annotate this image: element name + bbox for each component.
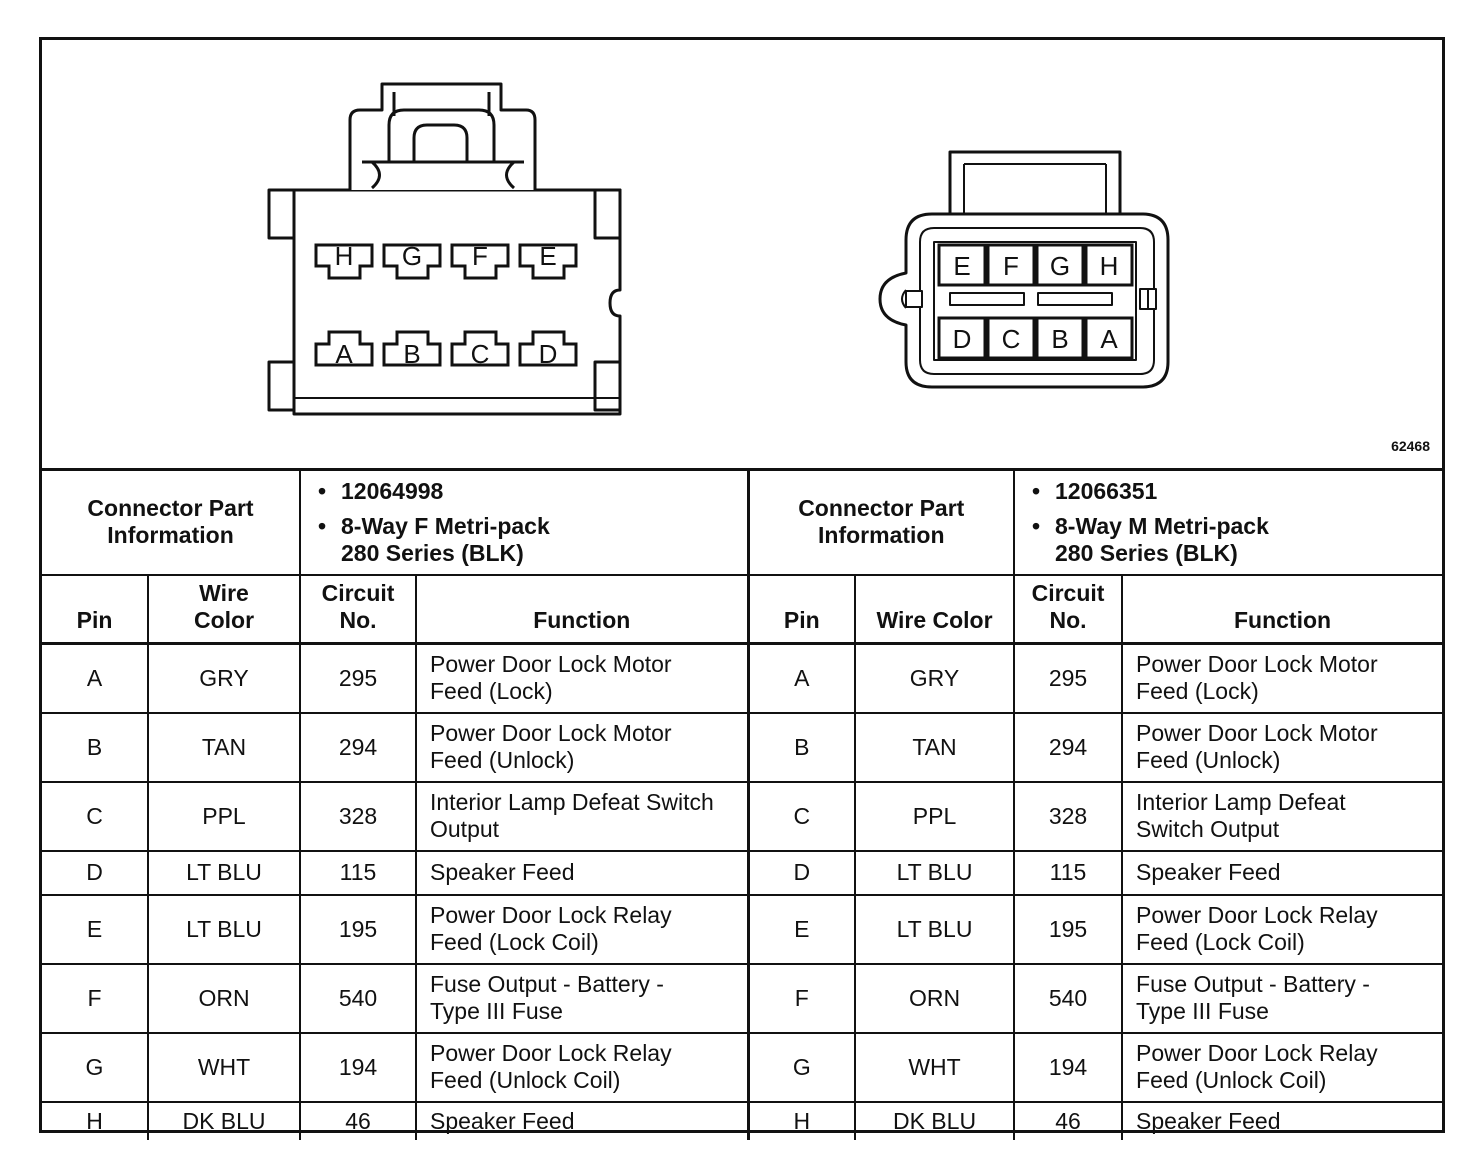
- pin-row: [42, 644, 1442, 713]
- right-circuit: 46: [1014, 1102, 1122, 1140]
- left-header-function: Function: [416, 575, 748, 644]
- pin-row: [42, 782, 1442, 851]
- right-circuit: 328: [1014, 782, 1122, 851]
- left-circuit: 295: [300, 644, 416, 713]
- right-circuit: 195: [1014, 895, 1122, 964]
- right-wire-color: LT BLU: [855, 895, 1014, 964]
- left-pin: H: [42, 1102, 148, 1140]
- right-pin: B: [748, 713, 855, 782]
- left-wire-color: PPL: [148, 782, 300, 851]
- right-function: Power Door Lock Motor Feed (Lock): [1122, 644, 1442, 713]
- right-function: Speaker Feed: [1122, 851, 1442, 895]
- left-part-number: 12064998: [341, 477, 444, 504]
- right-circuit: 540: [1014, 964, 1122, 1033]
- right-header-function: Function: [1122, 575, 1442, 644]
- male-pin-label: A: [1100, 324, 1118, 354]
- right-function: Power Door Lock Motor Feed (Unlock): [1122, 713, 1442, 782]
- figure-id: 62468: [1391, 438, 1430, 454]
- right-description-1: 8-Way M Metri-pack: [1055, 512, 1269, 539]
- diagram-frame: [39, 37, 1445, 1133]
- male-pin-label: H: [1099, 251, 1119, 281]
- right-wire-color: DK BLU: [855, 1102, 1014, 1140]
- left-header-pin: Pin: [42, 575, 148, 644]
- left-circuit: 195: [300, 895, 416, 964]
- left-function: Speaker Feed: [416, 851, 748, 895]
- left-pin: G: [42, 1033, 148, 1102]
- female-pin-label: H: [334, 241, 354, 271]
- right-pin: C: [748, 782, 855, 851]
- left-circuit: 194: [300, 1033, 416, 1102]
- pin-row: [42, 895, 1442, 964]
- left-header-wire-color: Wire Color: [148, 575, 300, 644]
- male-pin-label: D: [952, 324, 972, 354]
- right-pin: H: [748, 1102, 855, 1140]
- right-wire-color: WHT: [855, 1033, 1014, 1102]
- right-part-info-label: Connector Part Information: [748, 470, 1014, 575]
- right-header-circuit: Circuit No.: [1014, 575, 1122, 644]
- left-function: Power Door Lock Motor Feed (Unlock): [416, 713, 748, 782]
- left-function: Power Door Lock Relay Feed (Lock Coil): [416, 895, 748, 964]
- male-connector: [880, 152, 1168, 387]
- right-pin: A: [748, 644, 855, 713]
- left-wire-color: DK BLU: [148, 1102, 300, 1140]
- right-wire-color: GRY: [855, 644, 1014, 713]
- right-circuit: 194: [1014, 1033, 1122, 1102]
- right-function: Power Door Lock Relay Feed (Lock Coil): [1122, 895, 1442, 964]
- left-function: Speaker Feed: [416, 1102, 748, 1140]
- right-circuit: 295: [1014, 644, 1122, 713]
- left-pin: F: [42, 964, 148, 1033]
- male-pin-label: G: [1049, 251, 1071, 281]
- left-function: Power Door Lock Motor Feed (Lock): [416, 644, 748, 713]
- right-pin: E: [748, 895, 855, 964]
- right-wire-color: ORN: [855, 964, 1014, 1033]
- left-function: Power Door Lock Relay Feed (Unlock Coil): [416, 1033, 748, 1102]
- female-pin-label: D: [538, 339, 558, 369]
- right-function: Interior Lamp Defeat Switch Output: [1122, 782, 1442, 851]
- part-info-row: [42, 470, 1442, 575]
- right-function: Power Door Lock Relay Feed (Unlock Coil): [1122, 1033, 1442, 1102]
- pin-row: [42, 1102, 1442, 1140]
- right-circuit: 115: [1014, 851, 1122, 895]
- right-part-number: 12066351: [1055, 477, 1158, 504]
- left-part-details: • 12064998 • 8-Way F Metri-pack 280 Series (BLK): [300, 470, 748, 575]
- right-circuit: 294: [1014, 713, 1122, 782]
- right-pin: F: [748, 964, 855, 1033]
- left-circuit: 46: [300, 1102, 416, 1140]
- right-part-details: • 12066351 • 8-Way M Metri-pack 280 Series (BLK): [1014, 470, 1442, 575]
- left-wire-color: WHT: [148, 1033, 300, 1102]
- female-pin-label: G: [401, 241, 423, 271]
- column-header-row: [42, 575, 1442, 644]
- right-wire-color: LT BLU: [855, 851, 1014, 895]
- connector-figure: [42, 40, 1442, 468]
- connector-drawings: [42, 40, 1442, 468]
- right-function: Speaker Feed: [1122, 1102, 1442, 1140]
- connector-table: [42, 468, 1442, 1140]
- male-pin-label: F: [1003, 251, 1019, 281]
- left-wire-color: LT BLU: [148, 851, 300, 895]
- left-wire-color: TAN: [148, 713, 300, 782]
- left-pin: C: [42, 782, 148, 851]
- left-part-info-label: Connector Part Information: [42, 470, 300, 575]
- left-circuit: 328: [300, 782, 416, 851]
- male-pin-label: E: [953, 251, 971, 281]
- female-pin-label: B: [403, 339, 421, 369]
- left-pin: E: [42, 895, 148, 964]
- pin-row: [42, 713, 1442, 782]
- female-pin-label: E: [539, 241, 557, 271]
- male-pin-label: B: [1051, 324, 1069, 354]
- left-circuit: 540: [300, 964, 416, 1033]
- left-pin: D: [42, 851, 148, 895]
- left-function: Interior Lamp Defeat Switch Output: [416, 782, 748, 851]
- right-wire-color: TAN: [855, 713, 1014, 782]
- pin-row: [42, 851, 1442, 895]
- left-description-2: 280 Series (BLK): [341, 539, 524, 566]
- left-wire-color: ORN: [148, 964, 300, 1033]
- female-pin-label: F: [472, 241, 488, 271]
- left-pin: A: [42, 644, 148, 713]
- female-pin-label: C: [470, 339, 490, 369]
- right-description-2: 280 Series (BLK): [1055, 539, 1238, 566]
- right-header-wire-color: Wire Color: [855, 575, 1014, 644]
- left-description-1: 8-Way F Metri-pack: [341, 512, 550, 539]
- left-header-circuit: Circuit No.: [300, 575, 416, 644]
- female-pin-label: A: [335, 339, 353, 369]
- left-circuit: 294: [300, 713, 416, 782]
- left-wire-color: LT BLU: [148, 895, 300, 964]
- pin-row: [42, 1033, 1442, 1102]
- pin-row: [42, 964, 1442, 1033]
- right-wire-color: PPL: [855, 782, 1014, 851]
- right-pin: G: [748, 1033, 855, 1102]
- right-function: Fuse Output - Battery - Type III Fuse: [1122, 964, 1442, 1033]
- left-wire-color: GRY: [148, 644, 300, 713]
- right-pin: D: [748, 851, 855, 895]
- right-header-pin: Pin: [748, 575, 855, 644]
- left-pin: B: [42, 713, 148, 782]
- left-circuit: 115: [300, 851, 416, 895]
- male-pin-label: C: [1001, 324, 1021, 354]
- left-function: Fuse Output - Battery - Type III Fuse: [416, 964, 748, 1033]
